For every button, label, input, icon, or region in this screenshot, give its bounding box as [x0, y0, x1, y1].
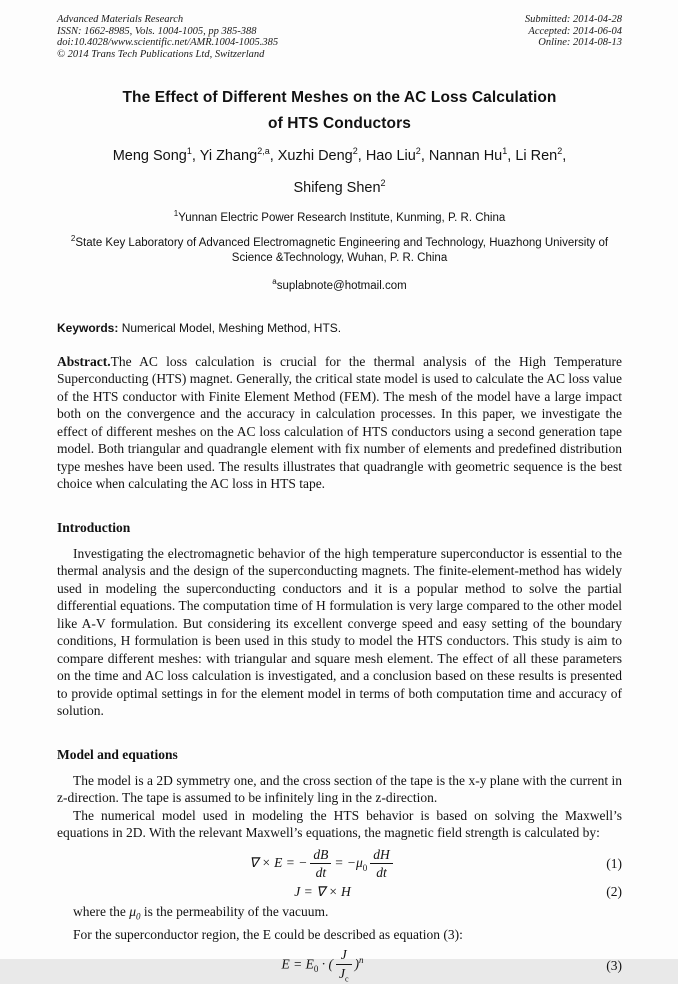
journal-copyright: © 2014 Trans Tech Publications Ltd, Switzerland [57, 48, 265, 60]
author-affil-sup: 1 [502, 146, 508, 157]
keywords-text: Numerical Model, Meshing Method, HTS. [118, 320, 342, 335]
authors-line-2 [57, 170, 622, 201]
author-affil-sup: 2,a [257, 146, 270, 157]
affiliation-2: $^2$State Key Laboratory of Advanced Electromagnetic Engineering and Technology, Huazhong University of Science &Technology, Wuhan, P. R. China [70, 234, 609, 264]
author: Meng Song$^1$, [112, 146, 200, 165]
affiliation-1: $^1$Yunnan Electric Power Research Institute, Kunming, P. R. China [173, 209, 506, 224]
where-clause: where the $\mu_0$ is the permeability of the vacuum. [73, 903, 329, 922]
equation-1-body: ∇ × E = − $\frac{dB}{dt}$ = $-\mu_0$ $\frac{dH}{dt}$ [57, 847, 588, 881]
equation-3-number: (3) [606, 957, 622, 973]
section-heading-introduction: Introduction [57, 519, 131, 535]
mu-symbol: $\mu_0$ [129, 903, 141, 922]
submitted-date: Submitted: 2014-04-28 [524, 14, 622, 25]
author: Yi Zhang$^{2,a}$, [199, 146, 278, 165]
model-paragraph-1: The model is a 2D symmetry one, and the cross section of the tape is the x-y plane with the current in z-direction. The tape is assumed to be infinitely ling in the z-direction. [57, 772, 622, 806]
introduction-paragraph: Investigating the electromagnetic behavior of the high temperature superconductor is essential to the thermal analysis and the design of the superconducting magnets. The finite-element-method has widely used in modeling the superconducting conductors and it is a popular method to solve the partial differential equations. The computation time of H formulation is very large compared to the other model like A-V formulation. But considering its excellent converge speed and easy setting of the boundary conditions, H formulation is been used in this study to model the HTS conductors. This study is aim to compare different meshes: with triangular and square mesh element. The effect of all these parameters on the time and AC loss calculation is investigated, and a conclusion based on these results is presented to provide optimal settings in for the element model in terms of both computation time and accuracy of solution. [57, 545, 622, 719]
paper-title-line1: The Effect of Different Meshes on the AC Loss Calculation [122, 89, 557, 107]
keywords-line [57, 321, 622, 336]
abstract-label: Abstract. [57, 353, 111, 369]
fraction-dB-dt: $\frac{dB}{dt}$ [310, 847, 331, 881]
submission-dates [525, 14, 622, 60]
equation-2-body: J = ∇ × H [294, 883, 351, 899]
journal-info [57, 14, 278, 60]
equation-1 [57, 847, 622, 881]
fraction-dH-dt: $\frac{dH}{dt}$ [370, 847, 393, 881]
equation-2-number: (2) [606, 883, 622, 899]
abstract-paragraph [57, 353, 622, 493]
equation-1-number: (1) [606, 856, 622, 872]
paper-title [57, 85, 622, 137]
equation-2 [57, 883, 622, 900]
corresponding-email [57, 275, 622, 293]
email-address: suplabnote@hotmail.com [276, 280, 407, 293]
keywords-label: Keywords: [57, 320, 119, 335]
online-date: Online: 2014-08-13 [538, 37, 622, 49]
journal-doi: doi:10.4028/www.scientific.net/AMR.1004-1005.385 [57, 37, 279, 49]
model-paragraph-2: The numerical model used in modeling the HTS behavior is based on solving the Maxwell’s equations in 2D. With the relevant Maxwell’s equations, the magnetic field strength is calculated by: [57, 807, 622, 841]
fraction-J-Jc: $\frac{J}{J_c}$ [336, 947, 352, 983]
exponent-n: n [359, 955, 364, 966]
accepted-date: Accepted: 2014-06-04 [528, 25, 622, 37]
paper-title-line2: of HTS Conductors [268, 115, 411, 133]
author: Hao Liu$^2$, [365, 146, 429, 165]
section-heading-model-and-equations: Model and equations [57, 746, 178, 762]
superconductor-region-line: For the superconductor region, the E could be described as equation (3): [73, 926, 463, 942]
author-affil-sup: 2 [557, 146, 563, 157]
journal-name: Advanced Materials Research [57, 14, 184, 25]
author-affil-sup: 2 [352, 146, 358, 157]
authors-line-1 [57, 138, 622, 169]
abstract-text: The AC loss calculation is crucial for the thermal analysis of the High Temperature Superconducting (HTS) magnet. Generally, the critical state model is used to calculate the AC loss value of the HTS conductor with Finite Element Method (FEM). The mesh of the model have a large impact both on the convergence and the accuracy in calculation processes. In this paper, we investigate the effect of different meshes on the AC loss calculation of HTS conductors using a second generation tape model. Both triangular and quadrangle element with fix number of elements and predefined distribution type meshes have been used. The results illustrates that quadrangle with geometric sequence is the best choice when calculating the AC loss in HTS tape. [57, 353, 622, 492]
affiliation-sup: 1 [173, 209, 179, 219]
author: Li Ren$^2$, [515, 146, 567, 165]
equation-3 [57, 947, 622, 983]
author: Shifeng Shen$^2$ [293, 178, 386, 197]
journal-header [57, 14, 622, 60]
equation-3-body: $E = E_0$ · ( $\frac{J}{J_c}$ )$^n$ [281, 947, 364, 984]
affiliation-sup: 2 [70, 234, 76, 244]
author-affil-sup: 2 [415, 146, 421, 157]
author: Nannan Hu$^1$, [428, 146, 516, 165]
author-affil-sup: 2 [380, 178, 386, 189]
email-sup: a [272, 277, 277, 287]
author: Xuzhi Deng$^2$, [277, 146, 366, 165]
author-affil-sup: 1 [186, 146, 192, 157]
journal-issn-line: ISSN: 1662-8985, Vols. 1004-1005, pp 385-388 [57, 25, 257, 37]
